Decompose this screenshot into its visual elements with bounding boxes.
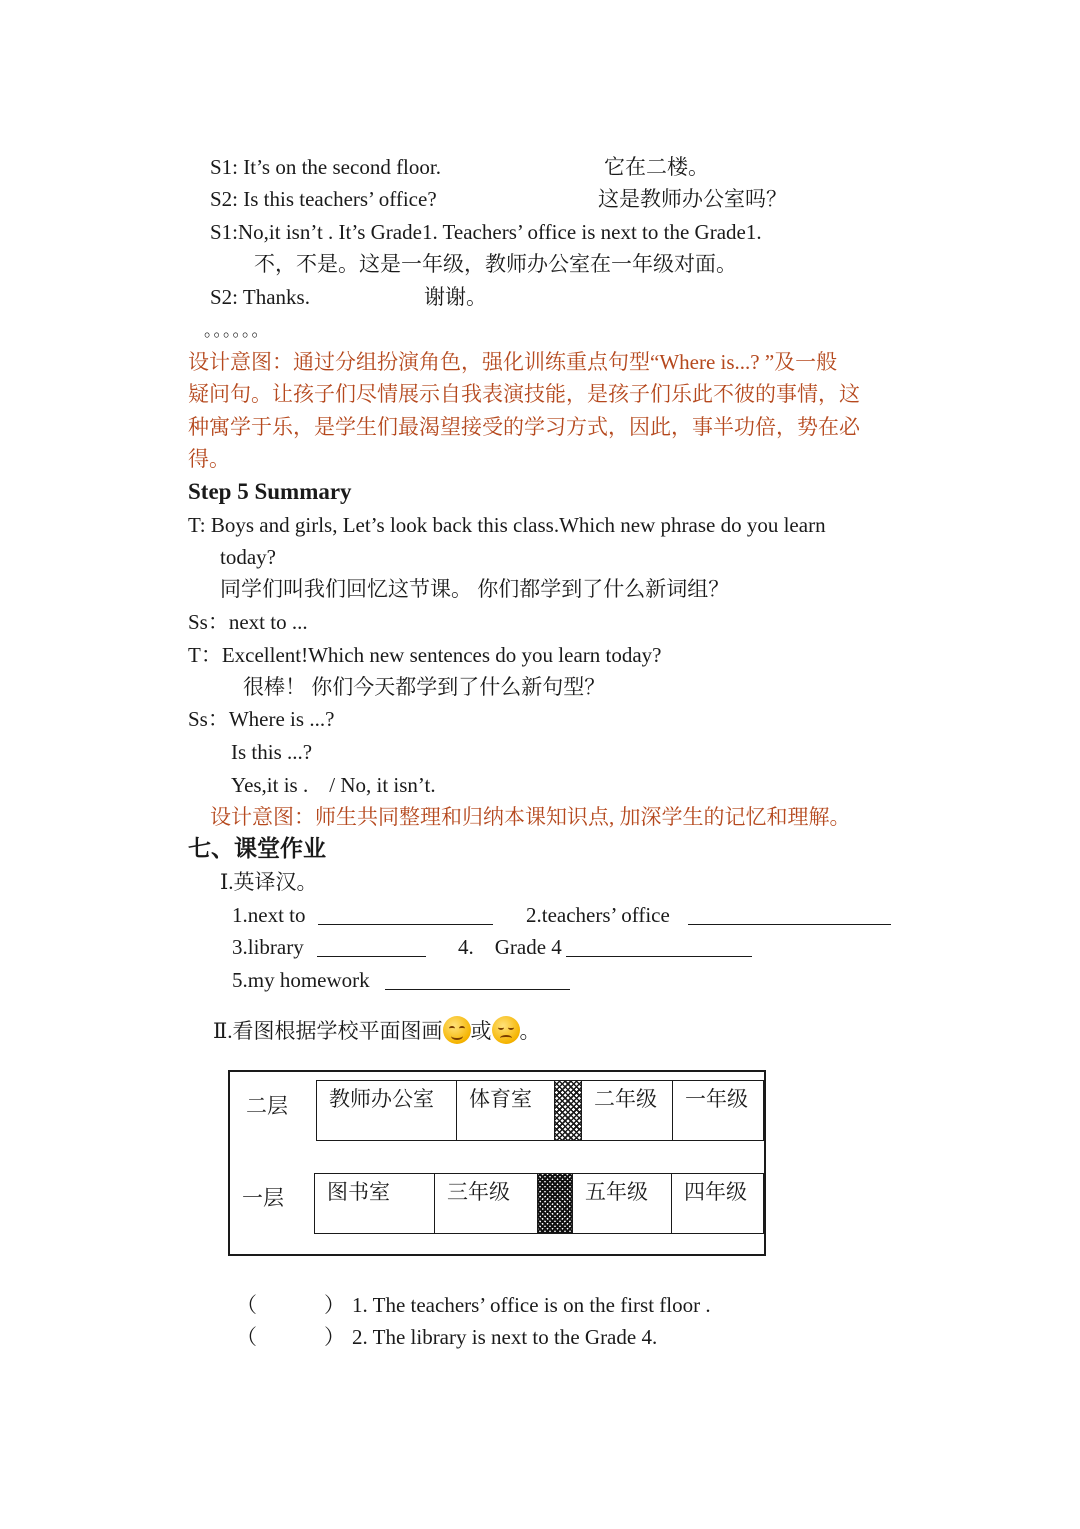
room-gym: 体育室 xyxy=(457,1081,555,1140)
item-next-to: 1.next to xyxy=(232,903,306,927)
part2-title xyxy=(213,1016,541,1045)
part2-or: 或 xyxy=(470,1019,492,1043)
dialogue-line-4-en: S2: Thanks. xyxy=(210,285,310,309)
students-answer-2: Ss：Where is ...? xyxy=(188,707,335,731)
room-teachers-office: 教师办公室 xyxy=(317,1081,457,1140)
room-grade-4: 四年级 xyxy=(684,1180,747,1204)
first-floor-row xyxy=(314,1173,764,1234)
dialogue-line-2-en: S2: Is this teachers’ office? xyxy=(210,187,437,211)
homework-heading: 七、课堂作业 xyxy=(188,836,326,861)
students-answer-1: Ss：next to ... xyxy=(188,610,308,634)
unhappy-face-icon xyxy=(492,1016,520,1044)
item-grade-4: 4. Grade 4 xyxy=(458,935,562,959)
judge-1-open-paren: （ xyxy=(236,1293,257,1317)
stairs-block-lower xyxy=(538,1174,573,1233)
students-answer-2c: Yes,it is . / No, it isn’t. xyxy=(231,773,436,797)
room-grade-3: 三年级 xyxy=(435,1174,538,1233)
room-library: 图书室 xyxy=(315,1174,435,1233)
dialogue-line-4-zh: 谢谢。 xyxy=(424,285,487,309)
room-grade-5: 五年级 xyxy=(573,1174,672,1233)
second-floor-row xyxy=(316,1080,764,1141)
design-intent-1-line-2: 疑问句。让孩子们尽情展示自我表演技能，是孩子们乐此不彼的事情，这 xyxy=(188,382,860,406)
part2-title-text: Ⅱ.看图根据学校平面图画 xyxy=(213,1019,443,1043)
dialogue-line-2-zh: 这是教师办公室吗？ xyxy=(598,187,787,211)
part1-title: Ⅰ.英译汉。 xyxy=(220,870,318,894)
judge-1-statement: 1. The teachers’ office is on the first floor . xyxy=(352,1293,711,1317)
room-grade-2: 二年级 xyxy=(582,1081,673,1140)
judge-2-statement: 2. The library is next to the Grade 4. xyxy=(352,1325,658,1349)
stairs-block-upper xyxy=(555,1081,582,1140)
teacher-question-2-zh: 很棒！ 你们今天都学到了什么新句型？ xyxy=(243,675,606,699)
part2-end: 。 xyxy=(519,1019,541,1043)
dialogue-line-1-zh: 它在二楼。 xyxy=(604,155,709,179)
students-answer-2b: Is this ...? xyxy=(231,740,313,764)
dialogue-line-1-en: S1: It’s on the second floor. xyxy=(210,155,441,179)
answer-line-4[interactable] xyxy=(566,956,752,957)
judge-2-close-paren: ） xyxy=(324,1325,345,1349)
smiley-face-icon xyxy=(443,1016,471,1044)
teacher-question-1-zh: 同学们叫我们回忆这节课。 你们都学到了什么新词组？ xyxy=(220,577,730,601)
item-my-homework: 5.my homework xyxy=(232,968,370,992)
design-intent-1-line-3: 种寓学于乐，是学生们最渴望接受的学习方式，因此，事半功倍，势在必 xyxy=(188,415,860,439)
dialogue-line-3-zh: 不，不是。这是一年级，教师办公室在一年级对面。 xyxy=(254,252,737,276)
step5-heading: Step 5 Summary xyxy=(188,479,352,504)
teacher-question-1: T: Boys and girls, Let’s look back this class.Which new phrase do you learn xyxy=(188,513,826,537)
teacher-question-2: T：Excellent!Which new sentences do you learn today? xyxy=(188,643,662,667)
item-library: 3.library xyxy=(232,935,304,959)
dialogue-line-3-en: S1:No,it isn’t . It’s Grade1. Teachers’ office is next to the Grade1. xyxy=(210,220,762,244)
design-intent-1-line-1: 设计意图：通过分组扮演角色，强化训练重点句型“Where is...? ”及一般 xyxy=(188,350,838,374)
school-floor-plan xyxy=(228,1070,766,1256)
item-teachers-office: 2.teachers’ office xyxy=(526,903,670,927)
room-grade-1: 一年级 xyxy=(685,1087,748,1111)
answer-line-1[interactable] xyxy=(318,924,493,925)
design-intent-1-line-4: 得。 xyxy=(188,447,230,471)
answer-line-5[interactable] xyxy=(385,989,570,990)
ellipsis: 。。。。。。 xyxy=(204,321,270,340)
second-floor-label: 二层 xyxy=(246,1094,288,1118)
judge-1-close-paren: ） xyxy=(324,1293,345,1317)
judge-2-open-paren: （ xyxy=(236,1325,257,1349)
answer-line-2[interactable] xyxy=(688,924,891,925)
design-intent-2: 设计意图：师生共同整理和归纳本课知识点, 加深学生的记忆和理解。 xyxy=(210,805,851,829)
teacher-question-1-cont: today? xyxy=(220,545,276,569)
first-floor-label: 一层 xyxy=(242,1186,284,1210)
answer-line-3[interactable] xyxy=(317,956,426,957)
